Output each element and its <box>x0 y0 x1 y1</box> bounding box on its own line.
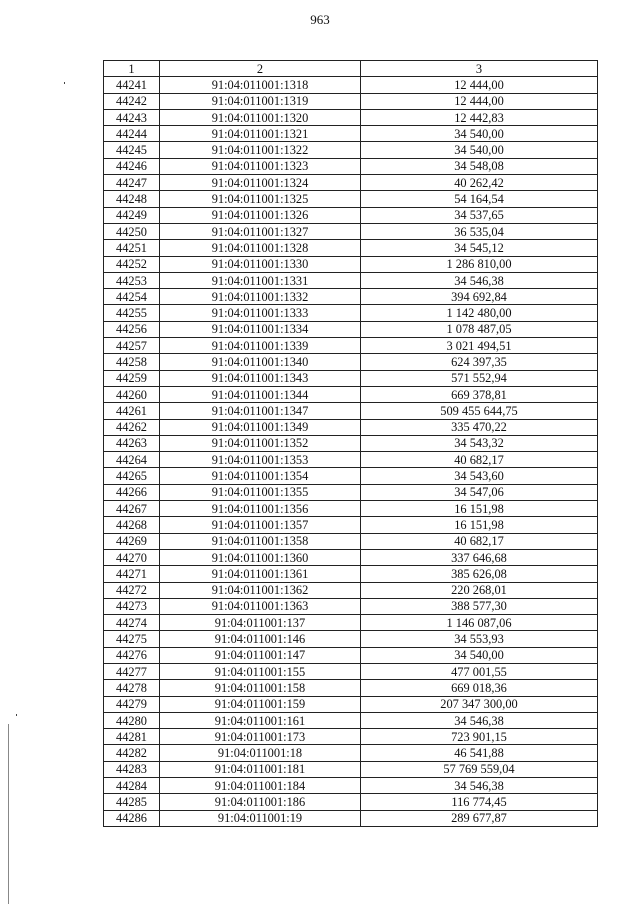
cadastral-number-cell: 91:04:011001:1319 <box>160 93 361 109</box>
value-cell: 12 444,00 <box>361 77 598 93</box>
table-row <box>104 696 598 712</box>
cadastral-number-cell: 91:04:011001:1330 <box>160 256 361 272</box>
row-number-cell: 44271 <box>104 566 160 582</box>
table-row <box>104 321 598 337</box>
table-header-row <box>104 61 598 77</box>
value-cell: 34 543,32 <box>361 435 598 451</box>
cadastral-number-cell: 91:04:011001:1331 <box>160 272 361 288</box>
cadastral-number-cell: 91:04:011001:161 <box>160 712 361 728</box>
cadastral-number-cell: 91:04:011001:1357 <box>160 517 361 533</box>
value-cell: 477 001,55 <box>361 663 598 679</box>
value-cell: 12 442,83 <box>361 109 598 125</box>
table-row <box>104 549 598 565</box>
value-cell: 34 547,06 <box>361 484 598 500</box>
row-number-cell: 44281 <box>104 729 160 745</box>
table-row <box>104 778 598 794</box>
cadastral-number-cell: 91:04:011001:1363 <box>160 598 361 614</box>
cadastral-number-cell: 91:04:011001:1343 <box>160 370 361 386</box>
table-row <box>104 175 598 191</box>
cadastral-number-cell: 91:04:011001:1318 <box>160 77 361 93</box>
value-cell: 34 545,12 <box>361 240 598 256</box>
table-row <box>104 158 598 174</box>
row-number-cell: 44264 <box>104 452 160 468</box>
value-cell: 1 078 487,05 <box>361 321 598 337</box>
row-number-cell: 44242 <box>104 93 160 109</box>
table-row <box>104 370 598 386</box>
table-row <box>104 631 598 647</box>
row-number-cell: 44251 <box>104 240 160 256</box>
cadastral-number-cell: 91:04:011001:1334 <box>160 321 361 337</box>
table-row <box>104 109 598 125</box>
row-number-cell: 44275 <box>104 631 160 647</box>
row-number-cell: 44279 <box>104 696 160 712</box>
table-row <box>104 761 598 777</box>
row-number-cell: 44269 <box>104 533 160 549</box>
table-row <box>104 745 598 761</box>
row-number-cell: 44250 <box>104 223 160 239</box>
value-cell: 40 682,17 <box>361 452 598 468</box>
cadastral-number-cell: 91:04:011001:1340 <box>160 354 361 370</box>
table-row <box>104 712 598 728</box>
table-row <box>104 501 598 517</box>
value-cell: 12 444,00 <box>361 93 598 109</box>
page-number: 963 <box>310 12 330 27</box>
table-row <box>104 729 598 745</box>
value-cell: 34 537,65 <box>361 207 598 223</box>
cadastral-number-cell: 91:04:011001:1325 <box>160 191 361 207</box>
table-row <box>104 354 598 370</box>
value-cell: 34 548,08 <box>361 158 598 174</box>
value-cell: 40 682,17 <box>361 533 598 549</box>
cadastral-number-cell: 91:04:011001:155 <box>160 663 361 679</box>
value-cell: 388 577,30 <box>361 598 598 614</box>
table-row <box>104 680 598 696</box>
cadastral-number-cell: 91:04:011001:159 <box>160 696 361 712</box>
cadastral-number-cell: 91:04:011001:1326 <box>160 207 361 223</box>
cadastral-number-cell: 91:04:011001:1362 <box>160 582 361 598</box>
table-row <box>104 240 598 256</box>
column-header-3: 3 <box>361 61 598 77</box>
cadastral-number-cell: 91:04:011001:1356 <box>160 501 361 517</box>
cadastral-number-cell: 91:04:011001:1358 <box>160 533 361 549</box>
row-number-cell: 44268 <box>104 517 160 533</box>
table-row <box>104 305 598 321</box>
column-header-2: 2 <box>160 61 361 77</box>
value-cell: 40 262,42 <box>361 175 598 191</box>
table-row <box>104 484 598 500</box>
value-cell: 1 146 087,06 <box>361 615 598 631</box>
scan-artifact-mark <box>64 82 65 84</box>
cadastral-number-cell: 91:04:011001:1333 <box>160 305 361 321</box>
value-cell: 34 540,00 <box>361 142 598 158</box>
cadastral-number-cell: 91:04:011001:1344 <box>160 386 361 402</box>
row-number-cell: 44260 <box>104 386 160 402</box>
scan-artifact-mark <box>16 714 17 716</box>
cadastral-number-cell: 91:04:011001:1320 <box>160 109 361 125</box>
value-cell: 57 769 559,04 <box>361 761 598 777</box>
row-number-cell: 44265 <box>104 468 160 484</box>
value-cell: 36 535,04 <box>361 223 598 239</box>
cadastral-number-cell: 91:04:011001:1339 <box>160 338 361 354</box>
value-cell: 394 692,84 <box>361 289 598 305</box>
cadastral-number-cell: 91:04:011001:186 <box>160 794 361 810</box>
table-row <box>104 533 598 549</box>
table-row <box>104 289 598 305</box>
table-row <box>104 810 598 826</box>
value-cell: 1 142 480,00 <box>361 305 598 321</box>
value-cell: 207 347 300,00 <box>361 696 598 712</box>
row-number-cell: 44259 <box>104 370 160 386</box>
value-cell: 1 286 810,00 <box>361 256 598 272</box>
cadastral-number-cell: 91:04:011001:1322 <box>160 142 361 158</box>
table-row <box>104 468 598 484</box>
value-cell: 337 646,68 <box>361 549 598 565</box>
row-number-cell: 44253 <box>104 272 160 288</box>
table-row <box>104 126 598 142</box>
table-row <box>104 435 598 451</box>
row-number-cell: 44272 <box>104 582 160 598</box>
cadastral-number-cell: 91:04:011001:1324 <box>160 175 361 191</box>
column-header-1: 1 <box>104 61 160 77</box>
value-cell: 34 540,00 <box>361 126 598 142</box>
row-number-cell: 44262 <box>104 419 160 435</box>
value-cell: 34 540,00 <box>361 647 598 663</box>
cadastral-number-cell: 91:04:011001:1360 <box>160 549 361 565</box>
cadastral-number-cell: 91:04:011001:19 <box>160 810 361 826</box>
table-row <box>104 582 598 598</box>
table-row <box>104 647 598 663</box>
row-number-cell: 44274 <box>104 615 160 631</box>
row-number-cell: 44248 <box>104 191 160 207</box>
row-number-cell: 44266 <box>104 484 160 500</box>
table-row <box>104 142 598 158</box>
row-number-cell: 44256 <box>104 321 160 337</box>
table-row <box>104 338 598 354</box>
cadastral-number-cell: 91:04:011001:184 <box>160 778 361 794</box>
row-number-cell: 44285 <box>104 794 160 810</box>
table-row <box>104 615 598 631</box>
row-number-cell: 44257 <box>104 338 160 354</box>
value-cell: 509 455 644,75 <box>361 403 598 419</box>
cadastral-number-cell: 91:04:011001:1352 <box>160 435 361 451</box>
value-cell: 34 546,38 <box>361 778 598 794</box>
value-cell: 34 546,38 <box>361 272 598 288</box>
cadastral-number-cell: 91:04:011001:147 <box>160 647 361 663</box>
cadastral-number-cell: 91:04:011001:137 <box>160 615 361 631</box>
cadastral-number-cell: 91:04:011001:1355 <box>160 484 361 500</box>
table-row <box>104 517 598 533</box>
row-number-cell: 44267 <box>104 501 160 517</box>
cadastral-number-cell: 91:04:011001:1327 <box>160 223 361 239</box>
row-number-cell: 44258 <box>104 354 160 370</box>
value-cell: 624 397,35 <box>361 354 598 370</box>
table-body <box>104 77 598 827</box>
cadastral-number-cell: 91:04:011001:1354 <box>160 468 361 484</box>
value-cell: 669 378,81 <box>361 386 598 402</box>
table-row <box>104 191 598 207</box>
row-number-cell: 44245 <box>104 142 160 158</box>
table-row <box>104 207 598 223</box>
cadastral-number-cell: 91:04:011001:18 <box>160 745 361 761</box>
row-number-cell: 44249 <box>104 207 160 223</box>
row-number-cell: 44270 <box>104 549 160 565</box>
row-number-cell: 44255 <box>104 305 160 321</box>
cadastral-number-cell: 91:04:011001:1328 <box>160 240 361 256</box>
value-cell: 3 021 494,51 <box>361 338 598 354</box>
value-cell: 289 677,87 <box>361 810 598 826</box>
table-row <box>104 223 598 239</box>
cadastral-number-cell: 91:04:011001:1361 <box>160 566 361 582</box>
row-number-cell: 44273 <box>104 598 160 614</box>
value-cell: 335 470,22 <box>361 419 598 435</box>
table-row <box>104 386 598 402</box>
table-row <box>104 272 598 288</box>
table-row <box>104 663 598 679</box>
row-number-cell: 44283 <box>104 761 160 777</box>
value-cell: 34 553,93 <box>361 631 598 647</box>
table-row <box>104 419 598 435</box>
table-row <box>104 566 598 582</box>
row-number-cell: 44280 <box>104 712 160 728</box>
cadastral-number-cell: 91:04:011001:1332 <box>160 289 361 305</box>
value-cell: 385 626,08 <box>361 566 598 582</box>
value-cell: 116 774,45 <box>361 794 598 810</box>
table-row <box>104 452 598 468</box>
row-number-cell: 44252 <box>104 256 160 272</box>
value-cell: 46 541,88 <box>361 745 598 761</box>
row-number-cell: 44286 <box>104 810 160 826</box>
row-number-cell: 44278 <box>104 680 160 696</box>
value-cell: 220 268,01 <box>361 582 598 598</box>
row-number-cell: 44241 <box>104 77 160 93</box>
cadastral-number-cell: 91:04:011001:173 <box>160 729 361 745</box>
value-cell: 16 151,98 <box>361 501 598 517</box>
row-number-cell: 44277 <box>104 663 160 679</box>
table-row <box>104 598 598 614</box>
value-cell: 34 546,38 <box>361 712 598 728</box>
value-cell: 669 018,36 <box>361 680 598 696</box>
cadastral-number-cell: 91:04:011001:1353 <box>160 452 361 468</box>
row-number-cell: 44247 <box>104 175 160 191</box>
value-cell: 34 543,60 <box>361 468 598 484</box>
cadastral-number-cell: 91:04:011001:181 <box>160 761 361 777</box>
row-number-cell: 44276 <box>104 647 160 663</box>
table-row <box>104 77 598 93</box>
row-number-cell: 44254 <box>104 289 160 305</box>
table-row <box>104 256 598 272</box>
row-number-cell: 44243 <box>104 109 160 125</box>
value-cell: 571 552,94 <box>361 370 598 386</box>
cadastral-number-cell: 91:04:011001:1347 <box>160 403 361 419</box>
row-number-cell: 44282 <box>104 745 160 761</box>
cadastral-number-cell: 91:04:011001:1323 <box>160 158 361 174</box>
registry-table <box>103 60 598 827</box>
row-number-cell: 44261 <box>104 403 160 419</box>
row-number-cell: 44246 <box>104 158 160 174</box>
scan-edge-line <box>8 724 9 904</box>
table-row <box>104 403 598 419</box>
value-cell: 54 164,54 <box>361 191 598 207</box>
row-number-cell: 44263 <box>104 435 160 451</box>
row-number-cell: 44244 <box>104 126 160 142</box>
cadastral-number-cell: 91:04:011001:1349 <box>160 419 361 435</box>
cadastral-number-cell: 91:04:011001:158 <box>160 680 361 696</box>
table-row <box>104 794 598 810</box>
value-cell: 723 901,15 <box>361 729 598 745</box>
row-number-cell: 44284 <box>104 778 160 794</box>
table-row <box>104 93 598 109</box>
cadastral-number-cell: 91:04:011001:1321 <box>160 126 361 142</box>
value-cell: 16 151,98 <box>361 517 598 533</box>
cadastral-number-cell: 91:04:011001:146 <box>160 631 361 647</box>
